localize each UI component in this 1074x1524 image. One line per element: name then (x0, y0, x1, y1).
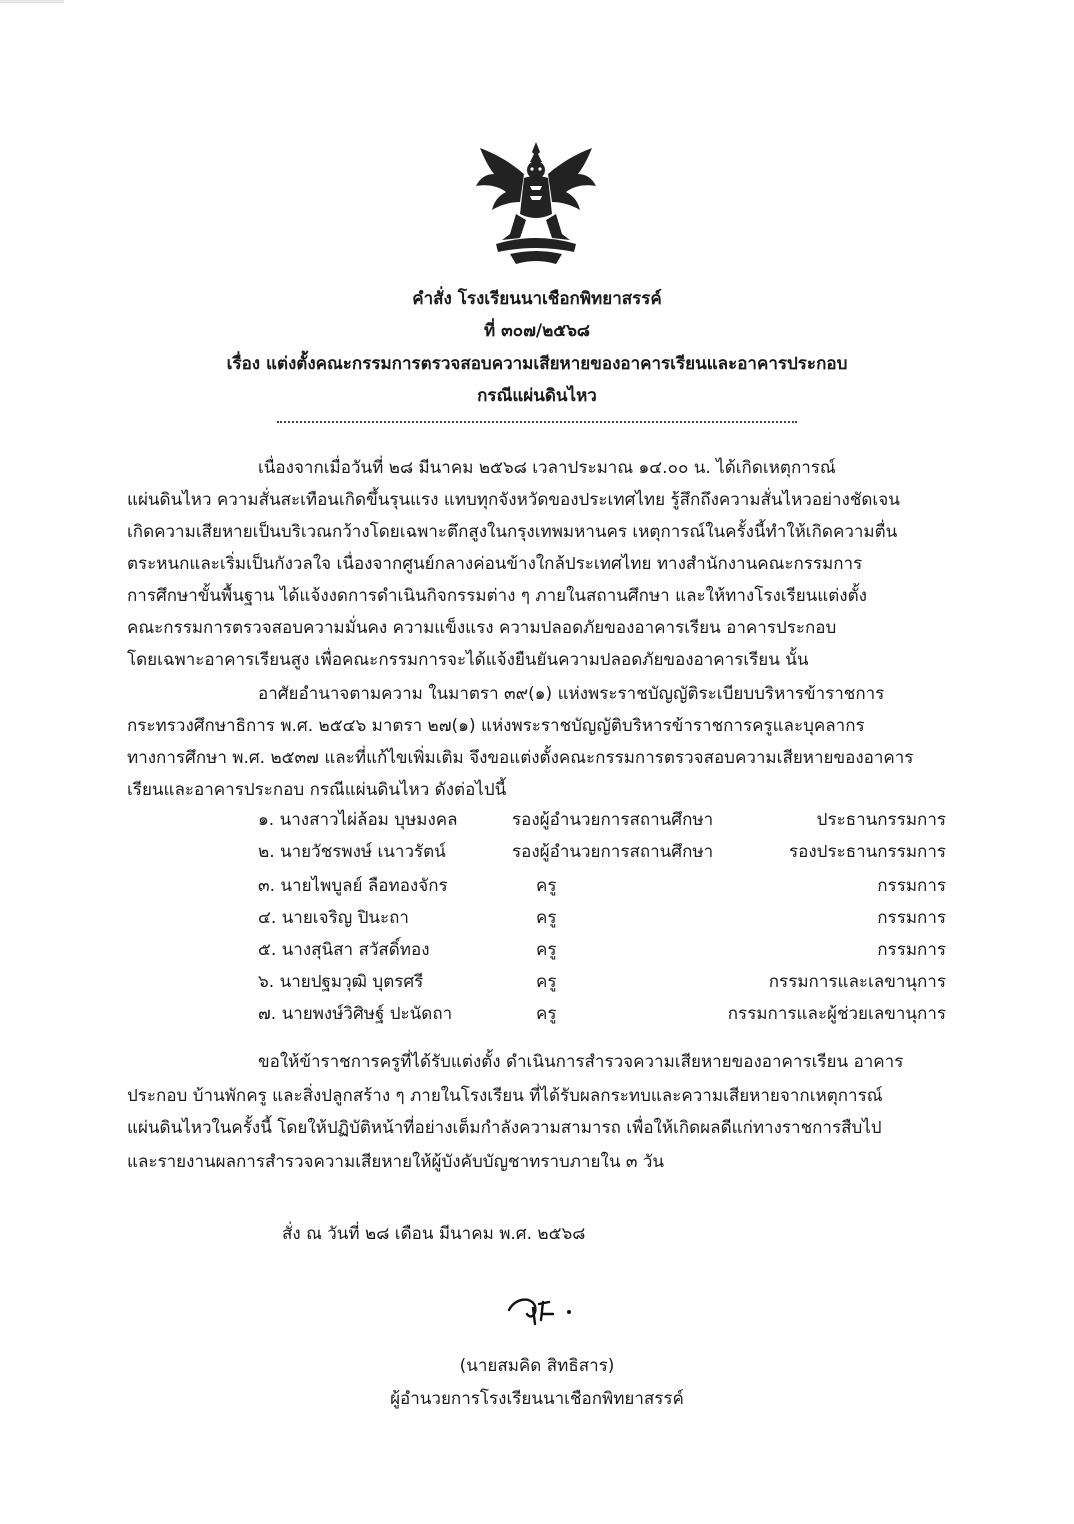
paragraph-3-line: และรายงานผลการสำรวจความเสียหายให้ผู้บังคับบัญชาทราบภายใน ๓ วัน (127, 1152, 665, 1172)
committee-row (0, 968, 1074, 996)
member-role: กรรมการ (877, 908, 946, 928)
paragraph-3-line: ขอให้ข้าราชการครูที่ได้รับแต่งตั้ง ดำเนินการสำรวจความเสียหายของอาคารเรียน อาคาร (258, 1052, 904, 1072)
order-date: สั่ง ณ วันที่ ๒๘ เดือน มีนาคม พ.ศ. ๒๕๖๘ (282, 1224, 586, 1244)
member-position: รองผู้อำนวยการสถานศึกษา (512, 810, 714, 830)
signatory-title: ผู้อำนวยการโรงเรียนนาเชือกพิทยาสรรค์ (390, 1389, 684, 1409)
paragraph-1-line: โดยเฉพาะอาคารเรียนสูง เพื่อคณะกรรมการจะได้แจ้งยืนยันความปลอดภัยของอาคารเรียน นั้น (127, 650, 809, 670)
order-number: ที่ ๓๐๗/๒๕๖๘ (483, 321, 591, 341)
member-role: ประธานกรรมการ (816, 810, 946, 830)
paragraph-2-line: อาศัยอำนาจตามความ ในมาตรา ๓๙(๑) แห่งพระราชบัญญัติระเบียบบริหารข้าราชการ (258, 684, 885, 704)
garuda-emblem-icon (470, 140, 602, 266)
member-role: กรรมการ (877, 940, 946, 960)
paragraph-1-line: คณะกรรมการตรวจสอบความมั่นคง ความแข็งแรง ความปลอดภัยของอาคารเรียน อาคารประกอบ (127, 618, 837, 638)
member-position: ครู (536, 972, 557, 992)
member-name: ๑. นางสาวไผ่ล้อม บุษมงคล (258, 810, 458, 830)
committee-row (0, 1000, 1074, 1028)
member-role: กรรมการและเลขานุการ (768, 972, 946, 992)
separator-dots (277, 421, 797, 423)
paragraph-3-line: ประกอบ บ้านพักครู และสิ่งปลูกสร้าง ๆ ภายในโรงเรียน ที่ได้รับผลกระทบและความเสียหายจากเหตุการณ์ (127, 1086, 883, 1106)
member-name: ๒. นายวัชรพงษ์ เนาวรัตน์ (258, 842, 446, 862)
committee-row (0, 838, 1074, 866)
member-role: รองประธานกรรมการ (789, 842, 946, 862)
paragraph-2-line: กระทรวงศึกษาธิการ พ.ศ. ๒๕๔๖ มาตรา ๒๗(๑) แห่งพระราชบัญญัติบริหารข้าราชการครูและบุคลากร (127, 716, 865, 736)
handwritten-signature-icon (505, 1290, 595, 1330)
member-role: กรรมการและผู้ช่วยเลขานุการ (727, 1004, 946, 1024)
committee-row (0, 936, 1074, 964)
order-title: คำสั่ง โรงเรียนนาเชือกพิทยาสรรค์ (412, 289, 662, 309)
member-name: ๗. นายพงษ์วิศิษฐ์ ปะนัดถา (258, 1004, 453, 1024)
member-position: ครู (536, 940, 557, 960)
paragraph-1-line: เนื่องจากเมื่อวันที่ ๒๘ มีนาคม ๒๕๖๘ เวลาประมาณ ๑๔.๐๐ น. ได้เกิดเหตุการณ์ (258, 458, 836, 478)
member-position: ครู (536, 1004, 557, 1024)
committee-row (0, 872, 1074, 900)
committee-row (0, 806, 1074, 834)
committee-row (0, 904, 1074, 932)
subject-line-1: เรื่อง แต่งตั้งคณะกรรมการตรวจสอบความเสียหายของอาคารเรียนและอาคารประกอบ (226, 354, 848, 374)
paragraph-1-line: แผ่นดินไหว ความสั่นสะเทือนเกิดขึ้นรุนแรง แทบทุกจังหวัดของประเทศไทย รู้สึกถึงความสั่นไหวอย่างชัดเจน (127, 490, 900, 510)
member-name: ๔. นายเจริญ ปินะถา (258, 908, 409, 928)
paragraph-1-line: การศึกษาขั้นพื้นฐาน ได้แจ้งงดการดำเนินกิจกรรมต่าง ๆ ภายในสถานศึกษา และให้ทางโรงเรียนแต่งตั้ง (127, 586, 867, 606)
member-name: ๖. นายปฐมวุฒิ บุตรศรี (258, 972, 424, 992)
member-role: กรรมการ (877, 876, 946, 896)
paragraph-3-line: แผ่นดินไหวในครั้งนี้ โดยให้ปฏิบัติหน้าที่อย่างเต็มกำลังความสามารถ เพื่อให้เกิดผลดีแก่ทางราชการสืบไป (127, 1118, 882, 1138)
signatory-name: (นายสมคิด สิทธิสาร) (459, 1356, 615, 1376)
paragraph-1-line: เกิดความเสียหายเป็นบริเวณกว้างโดยเฉพาะตึกสูงในกรุงเทพมหานคร เหตุการณ์ในครั้งนี้ทำให้เกิดความตื่น (127, 522, 898, 542)
paragraph-2-line: เรียนและอาคารประกอบ กรณีแผ่นดินไหว ดังต่อไปนี้ (127, 780, 507, 800)
scan-edge-mark (0, 0, 64, 3)
paragraph-1-line: ตระหนกและเริ่มเป็นกังวลใจ เนื่องจากศูนย์กลางค่อนข้างใกล้ประเทศไทย ทางสำนักงานคณะกรรมการ (127, 554, 863, 574)
member-position: ครู (536, 908, 557, 928)
subject-line-2: กรณีแผ่นดินไหว (477, 386, 597, 406)
paragraph-2-line: ทางการศึกษา พ.ศ. ๒๕๓๗ และที่แก้ไขเพิ่มเติม จึงขอแต่งตั้งคณะกรรมการตรวจสอบความเสียหายของอาคาร (127, 748, 914, 768)
member-name: ๕. นางสุนิสา สวัสดิ์ทอง (258, 940, 430, 960)
member-name: ๓. นายไพบูลย์ ลือทองจักร (258, 876, 448, 896)
member-position: ครู (536, 876, 557, 896)
member-position: รองผู้อำนวยการสถานศึกษา (512, 842, 714, 862)
